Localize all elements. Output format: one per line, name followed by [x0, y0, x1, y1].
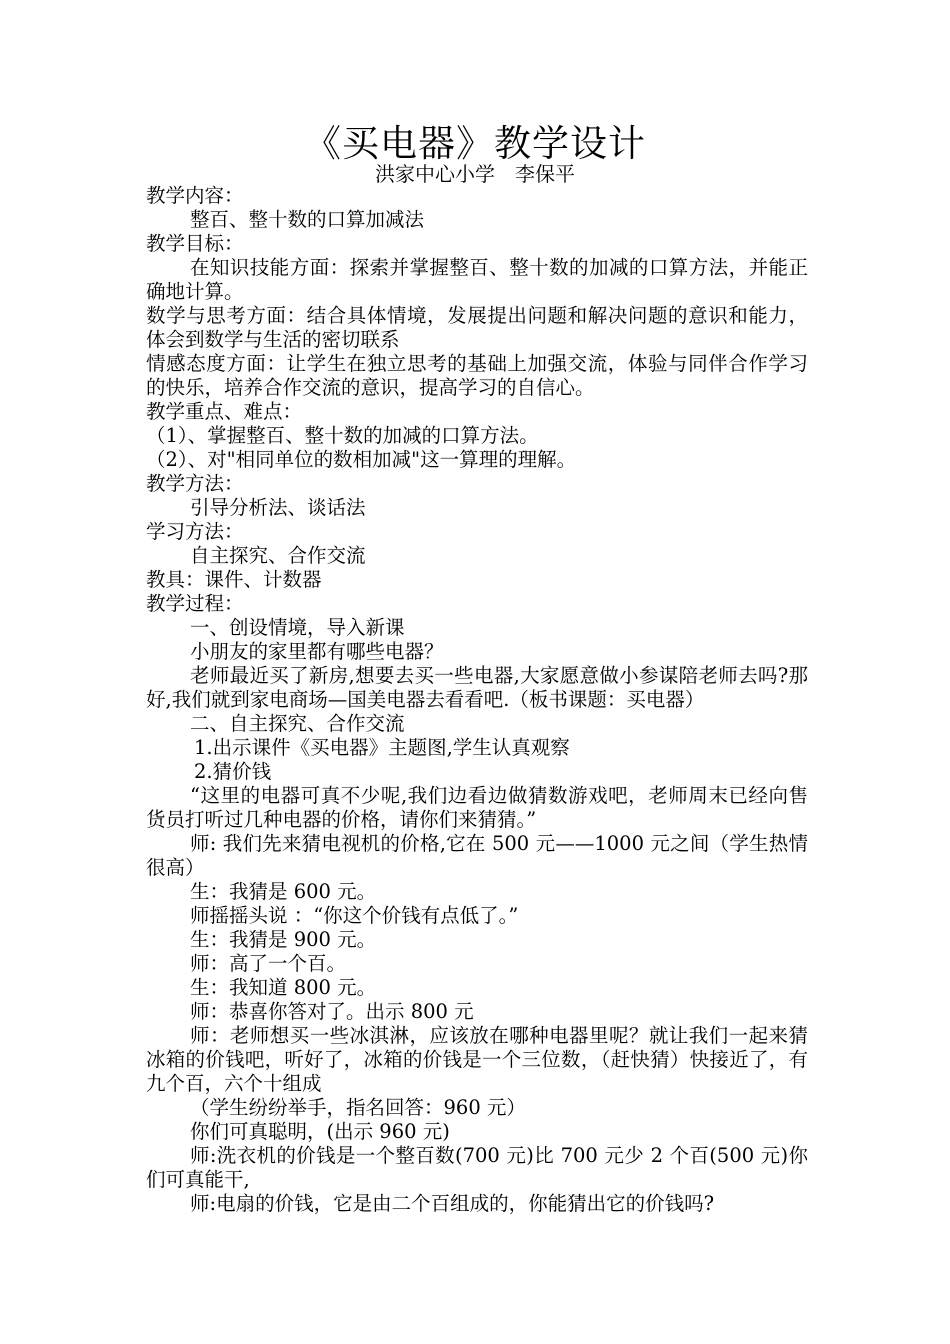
section-heading: 教学内容： [146, 184, 244, 207]
section-heading: 学习方法： [146, 520, 244, 543]
paragraph: 教具：课件、计数器 [146, 568, 322, 591]
paragraph: 生：我知道 800 元。 [190, 976, 377, 999]
paragraph: 生：我猜是 900 元。 [190, 928, 377, 951]
paragraph: 一、创设情境，导入新课 [190, 616, 405, 639]
author-line: 洪家中心小学 李保平 [375, 162, 575, 186]
paragraph: 师摇摇头说 ：“你这个价钱有点低了。” [190, 904, 519, 927]
paragraph: 师：高了一个百。 [190, 952, 347, 975]
paragraph: 引导分析法、谈话法 [190, 496, 366, 519]
paragraph: 老师最近买了新房,想要去买一些电器,大家愿意做小参谋陪老师去吗?那好,我们就到家电商场—国美电器去看看吧.（板书课题：买电器） [146, 664, 808, 711]
paragraph: 师：老师想买一些冰淇淋，应该放在哪种电器里呢？就让我们一起来猜冰箱的价钱吧，听好了，冰箱的价钱是一个三位数，（赶快猜）快接近了，有九个百，六个十组成 [146, 1024, 808, 1095]
paragraph: 2.猜价钱 [194, 760, 272, 783]
paragraph: 整百、整十数的口算加减法 [190, 208, 425, 231]
paragraph: “这里的电器可真不少呢,我们边看边做猜数游戏吧，老师周末已经向售货员打听过几种电器的价格，请你们来猜猜。” [146, 784, 808, 831]
paragraph: 1.出示课件《买电器》主题图,学生认真观察 [194, 736, 570, 759]
section-heading: 教学过程： [146, 592, 244, 615]
section-heading: 教学重点、难点： [146, 400, 303, 423]
paragraph: 数学与思考方面：结合具体情境，发展提出问题和解决问题的意识和能力，体会到数学与生活的密切联系 [146, 304, 808, 351]
paragraph: 自主探究、合作交流 [190, 544, 366, 567]
paragraph: 在知识技能方面：探索并掌握整百、整十数的加减的口算方法，并能正确地计算。 [146, 256, 808, 303]
paragraph: 小朋友的家里都有哪些电器？ [190, 640, 444, 663]
paragraph: 师: 我们先来猜电视机的价格,它在 500 元——1000 元之间（学生热情很高） [146, 832, 808, 879]
paragraph: 生：我猜是 600 元。 [190, 880, 377, 903]
paragraph: （学生纷纷举手，指名回答：960 元） [190, 1096, 526, 1119]
section-heading: 教学目标： [146, 232, 244, 255]
paragraph: 二、自主探究、合作交流 [190, 712, 405, 735]
document-title: 《买电器》教学设计 [304, 122, 646, 165]
paragraph: 师:洗衣机的价钱是一个整百数(700 元)比 700 元少 2 个百(500 元)你们可真能干, [146, 1144, 808, 1191]
list-item: （1）、掌握整百、整十数的加减的口算方法。 [146, 424, 539, 447]
paragraph: 情感态度方面：让学生在独立思考的基础上加强交流，体验与同伴合作学习的快乐，培养合作交流的意识，提高学习的自信心。 [146, 352, 808, 399]
paragraph: 师:电扇的价钱，它是由二个百组成的，你能猜出它的价钱吗? [190, 1192, 715, 1215]
document-body [146, 184, 808, 1216]
section-heading: 教学方法： [146, 472, 244, 495]
paragraph: 师：恭喜你答对了。出示 800 元 [190, 1000, 474, 1023]
paragraph: 你们可真聪明，(出示 960 元) [190, 1120, 450, 1143]
list-item: （2）、对"相同单位的数相加减"这一算理的理解。 [146, 448, 577, 471]
